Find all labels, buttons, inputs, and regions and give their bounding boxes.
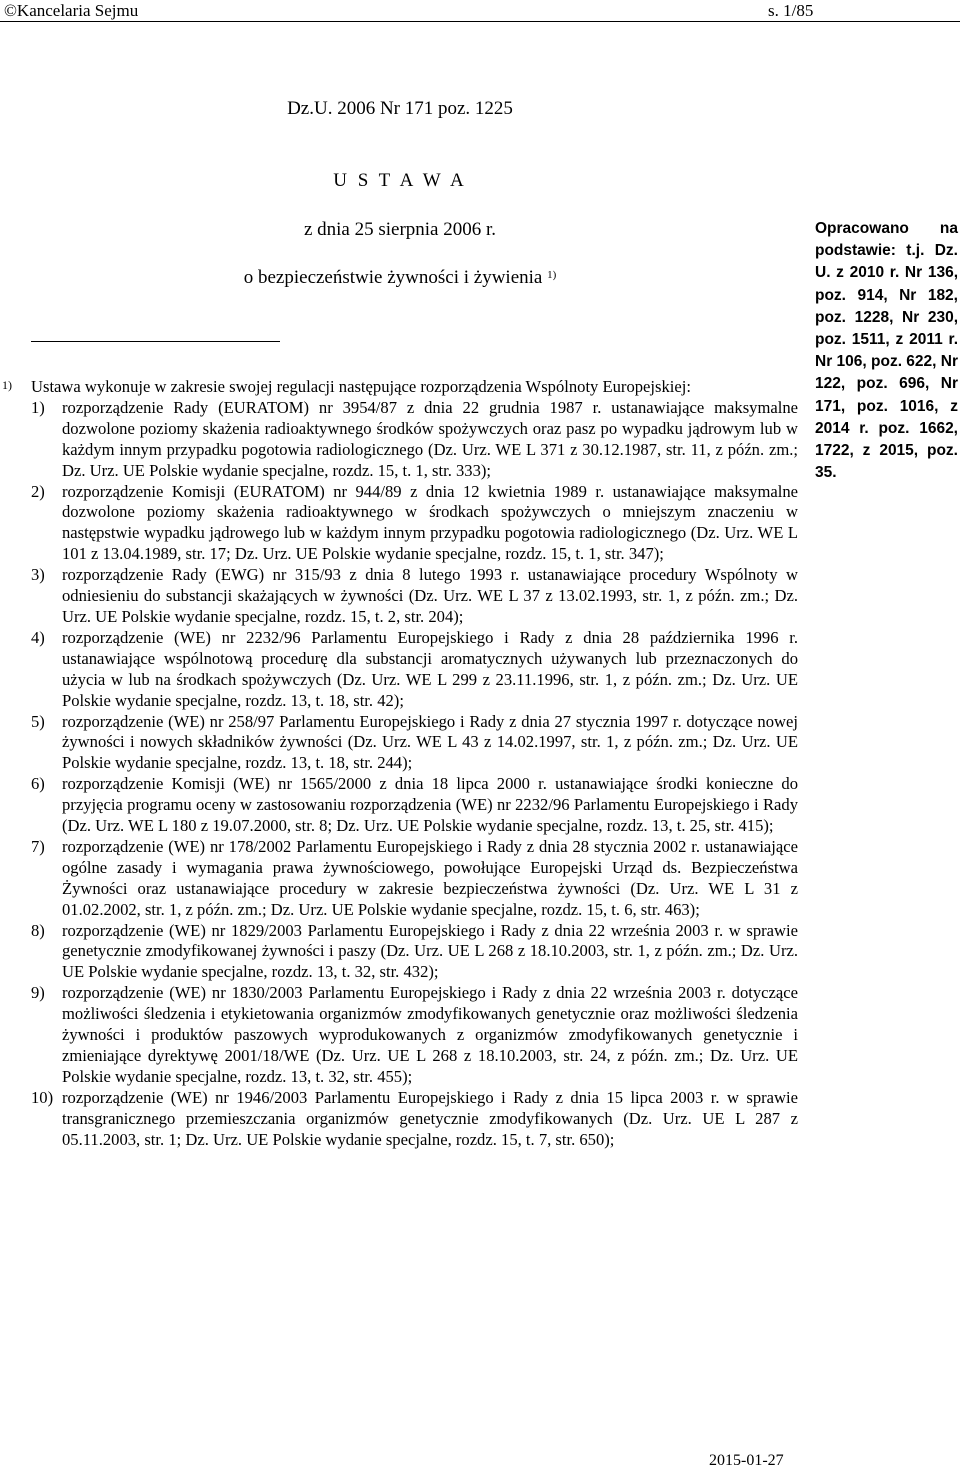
footnote-intro: Ustawa wykonuje w zakresie swojej regulacji następujące rozporządzenia Wspólnoty Europejskiej: [31, 377, 691, 396]
gazette-reference: Dz.U. 2006 Nr 171 poz. 1225 [287, 98, 513, 119]
footnote-item-number: 5) [31, 711, 45, 731]
footnote-item [31, 628, 798, 712]
footnote-item-text: rozporządzenie (WE) nr 1946/2003 Parlamentu Europejskiego i Rady z dnia 15 lipca 2003 r. w sprawie transgranicznego przemieszczania organizmów genetycznie zmodyfikowanych (Dz. Urz. UE L 287 z 05.11.2003, str. 1; Dz. Urz. UE Polskie wydanie specjalne, rozdz. 15, t. 7, str. 650); [62, 1087, 798, 1149]
footnote-item-number: 8) [31, 920, 45, 940]
act-date: z dnia 25 sierpnia 2006 r. [303, 219, 497, 240]
footnote-item-text: rozporządzenie (WE) nr 2232/96 Parlamentu Europejskiego i Rady z dnia 28 października 1996 r. ustanawiające wspólnotową procedurę dla substancji aromatycznych używanych lub przeznaczonych do użycia w lub na środkach spożywczych (Dz. Urz. WE L 299 z 23.11.1996, str. 1, z późn. zm.; Dz. Urz. UE Polskie wydanie specjalne, rozdz. 13, t. 18, str. 42); [62, 627, 798, 710]
footnote-mark: 1) [2, 378, 12, 392]
footnote-body [31, 377, 798, 1151]
footnote-item-text: rozporządzenie Komisji (WE) nr 1565/2000 z dnia 18 lipca 2000 r. ustanawiające środki konieczne do przyjęcia programu oceny w zastosowaniu rozporządzenia (WE) nr 2232/96 Parlamentu Europejskiego i Rady (Dz. Urz. WE L 180 z 19.07.2000, str. 8; Dz. Urz. UE Polskie wydanie specjalne, rozdz. 13, t. 25, str. 415); [62, 774, 798, 836]
footnote-item [31, 398, 798, 482]
footnote-item-text: rozporządzenie Komisji (EURATOM) nr 944/89 z dnia 12 kwietnia 1989 r. ustanawiające maksymalne dozwolone poziomy skażenia radioaktywnego w środkach spożywczych o mniejszym znaczeniu w następstwie wypadku jądrowego lub w każdym innym przypadku pogotowia radiologicznego (Dz. Urz. WE L 101 z 13.04.1989, str. 17; Dz. Urz. UE Polskie wydanie specjalne, rozdz. 15, t. 1, str. 347); [62, 481, 798, 564]
footnote-item-text: rozporządzenie (WE) nr 258/97 Parlamentu Europejskiego i Rady z dnia 27 stycznia 1997 r. dotyczące nowej żywności i nowych składników żywności (Dz. Urz. WE L 43 z 14.02.1997, str. 1, z późn. zm.; Dz. Urz. UE Polskie wydanie specjalne, rozdz. 13, t. 18, str. 244); [62, 711, 798, 773]
footnote-item [31, 837, 798, 921]
footnote-item [31, 774, 798, 837]
footnote-item [31, 921, 798, 984]
footnote-item-number: 7) [31, 836, 45, 856]
act-subject [0, 266, 800, 290]
footnote-item-text: rozporządzenie (WE) nr 1829/2003 Parlamentu Europejskiego i Rady z dnia 22 września 2003 r. w sprawie genetycznie zmodyfikowanej żywności i paszy (Dz. Urz. UE L 268 z 18.10.2003, str. 1, z późn. zm.; Dz. Urz. UE Polskie wydanie specjalne, rozdz. 13, t. 32, str. 432); [62, 920, 798, 982]
footnote-item [31, 565, 798, 628]
footnote-item-number: 10) [31, 1087, 54, 1107]
footnote-item [31, 1088, 798, 1151]
footnote-reference[interactable]: 1) [547, 269, 557, 281]
footnote-item-number: 3) [31, 565, 45, 585]
footnote-item-number: 2) [31, 481, 45, 501]
footnote-item-number: 4) [31, 627, 45, 647]
act-title: U S T A W A [333, 170, 467, 191]
footnote-item [31, 712, 798, 775]
footnote-item-number: 6) [31, 774, 45, 794]
header-divider [0, 21, 960, 22]
footer-date: 2015-01-27 [709, 1452, 784, 1469]
footnote-item-number: 9) [31, 983, 45, 1003]
footnote-item-text: rozporządzenie Rady (EWG) nr 315/93 z dnia 8 lutego 1993 r. ustanawiające procedury Wspólnoty w odniesieniu do substancji skażających w żywności (Dz. Urz. WE L 37 z 13.02.1993, str. 1, z późn. zm.; Dz. Urz. UE Polskie wydanie specjalne, rozdz. 15, t. 2, str. 204); [62, 565, 798, 626]
act-subject-text: o bezpieczeństwie żywności i żywienia [243, 267, 543, 288]
header-copyright: ©Kancelaria Sejmu [4, 1, 139, 20]
footnote-item-text: rozporządzenie Rady (EURATOM) nr 3954/87 z dnia 22 grudnia 1987 r. ustanawiające maksymalne dozwolone poziomy skażenia radioaktywnego środków spożywczych oraz pasz po wypadku jądrowym lub w każdym innym przypadku pogotowia radiologicznego (Dz. Urz. WE L 371 z 30.12.1987, str. 11, z późn. zm.; Dz. Urz. UE Polskie wydanie specjalne, rozdz. 15, t. 1, str. 333); [62, 397, 798, 480]
footnote-item [31, 482, 798, 566]
footnote-item [31, 983, 798, 1088]
consolidation-note: Opracowano na podstawie: t.j. Dz. U. z 2010 r. Nr 136, poz. 914, Nr 182, poz. 1228, Nr 230, poz. 1511, z 2011 r. Nr 106, poz. 622, Nr 122, poz. 696, Nr 171, poz. 1016, z 2014 r. poz. 1662, 1722, z 2015, poz. 35. [815, 220, 959, 482]
header-page-number: s. 1/85 [768, 1, 814, 20]
footnote-item-text: rozporządzenie (WE) nr 1830/2003 Parlamentu Europejskiego i Rady z dnia 22 września 2003 r. dotyczące możliwości śledzenia i etykietowania organizmów zmodyfikowanych genetycznie oraz możliwości śledzenia żywności i produktów paszowych wyprodukowanych z organizmów zmodyfikowanych genetycznie i zmieniające dyrektywę 2001/18/WE (Dz. Urz. UE L 268 z 18.10.2003, str. 24, z późn. zm.; Dz. Urz. UE Polskie wydanie specjalne, rozdz. 13, t. 32, str. 455); [62, 983, 798, 1086]
footnote-separator [31, 341, 280, 342]
footnote-item-text: rozporządzenie (WE) nr 178/2002 Parlamentu Europejskiego i Rady z dnia 28 stycznia 2002 r. ustanawiające ogólne zasady i wymagania prawa żywnościowego, powołujące Europejski Urząd ds. Bezpieczeństwa Żywności oraz ustanawiające procedury w zakresie bezpieczeństwa żywności (Dz. Urz. WE L 31 z 01.02.2002, str. 1, z późn. zm.; Dz. Urz. UE Polskie wydanie specjalne, rozdz. 15, t. 6, str. 463); [62, 836, 798, 919]
footnote-item-number: 1) [31, 397, 45, 417]
